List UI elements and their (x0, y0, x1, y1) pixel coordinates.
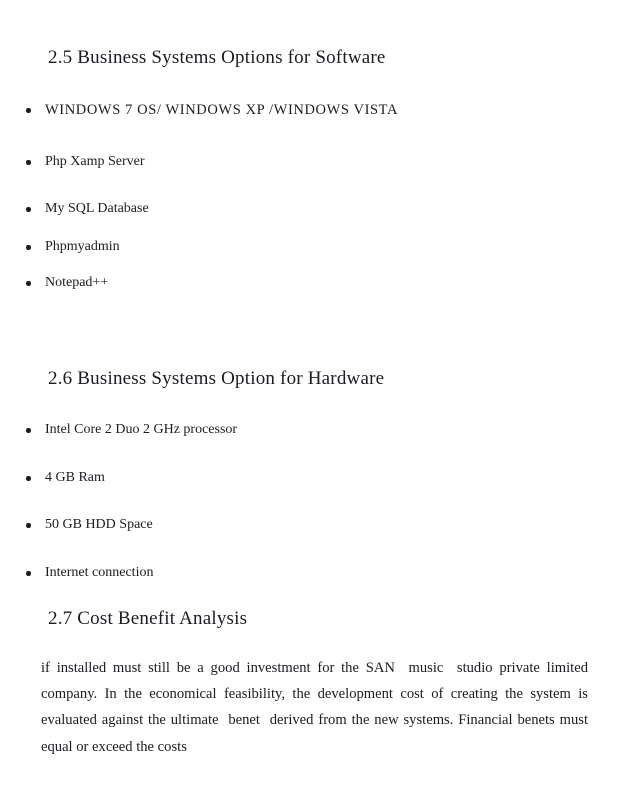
list-item-text: 50 GB HDD Space (45, 517, 153, 532)
section-heading-cost-benefit: 2.7 Cost Benefit Analysis (48, 608, 248, 629)
bullet-icon (26, 571, 31, 576)
bullet-icon (26, 476, 31, 481)
bullet-icon (26, 245, 31, 250)
list-item (0, 469, 600, 487)
list-item (0, 421, 600, 439)
list-item (0, 238, 600, 256)
list-item-text: My SQL Database (45, 201, 149, 216)
list-item-text: 4 GB Ram (45, 470, 105, 485)
list-item-text: Phpmyadmin (45, 239, 120, 254)
bullet-icon (26, 523, 31, 528)
list-item-text: Internet connection (45, 565, 154, 580)
bullet-icon (26, 108, 31, 113)
list-item-text: WINDOWS 7 OS/ WINDOWS XP /WINDOWS VISTA (45, 102, 399, 118)
list-item (0, 200, 600, 218)
list-item-text: Notepad++ (45, 275, 109, 290)
bullet-icon (26, 207, 31, 212)
list-item-text: Php Xamp Server (45, 154, 145, 169)
section-heading-hardware: 2.6 Business Systems Option for Hardware (48, 368, 385, 389)
list-item (0, 274, 600, 292)
list-item-text: Intel Core 2 Duo 2 GHz processor (45, 422, 238, 437)
list-item (0, 101, 600, 119)
bullet-icon (26, 428, 31, 433)
list-item (0, 516, 600, 534)
section-heading-software: 2.5 Business Systems Options for Software (48, 47, 386, 68)
bullet-icon (26, 281, 31, 286)
list-item (0, 564, 600, 582)
bullet-icon (26, 160, 31, 165)
cost-benefit-paragraph: if installed must still be a good investment for the SAN music studio private limited company. In the economical feasibility, the development cost of creating the system is evaluated against the ultimate benet derived from the new systems. Financial benets must equal or exceed the costs (41, 660, 592, 755)
list-item (0, 153, 600, 171)
